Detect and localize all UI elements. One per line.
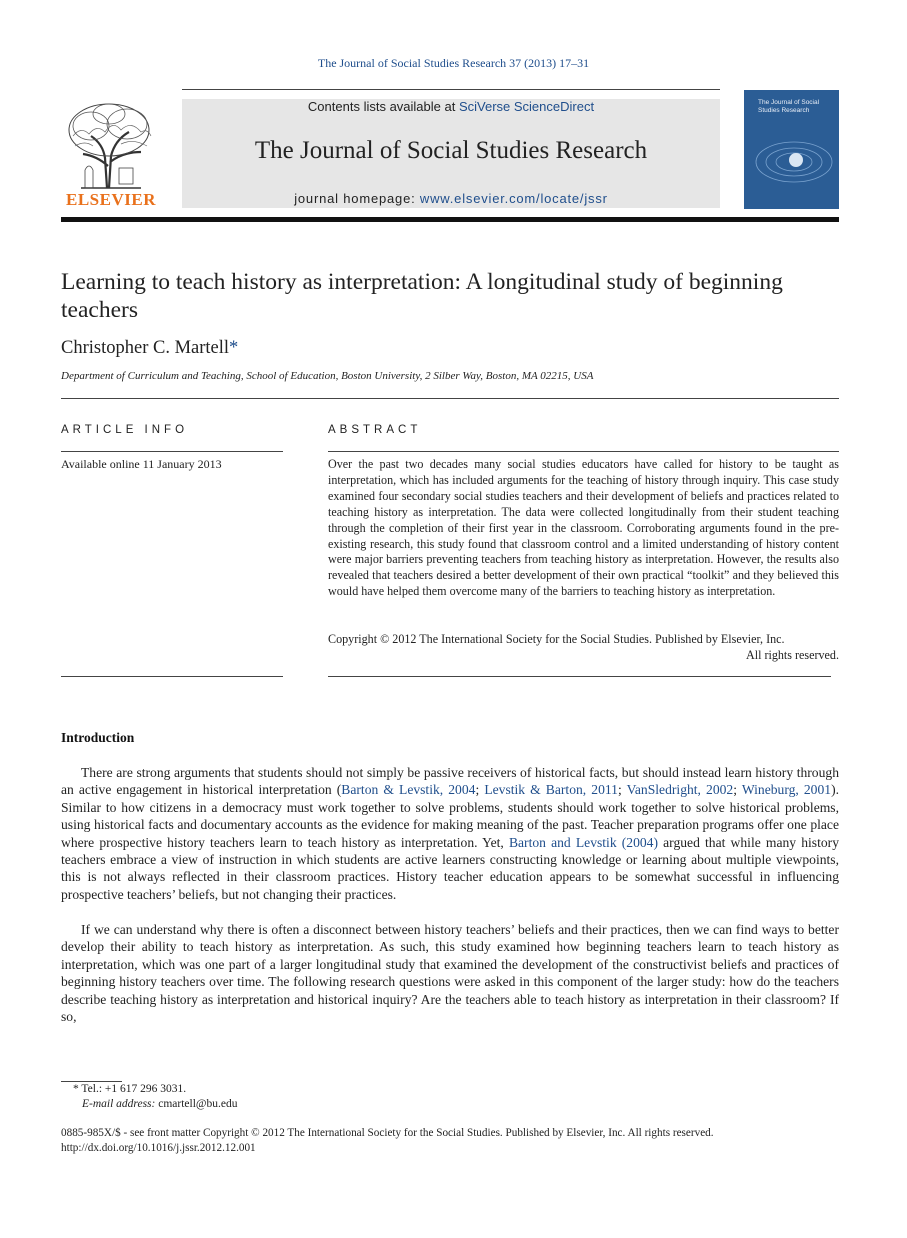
contents-line [182,99,720,114]
citation-link[interactable]: VanSledright, 2002 [626,782,734,798]
journal-cover-thumbnail[interactable] [744,90,839,209]
journal-title: The Journal of Social Studies Research [254,137,648,164]
running-head[interactable]: The Journal of Social Studies Research 37 (2013) 17–31 [317,56,590,70]
citation-link[interactable]: Barton & Levstik, 2004 [341,782,476,798]
citation-link[interactable]: Levstik & Barton, 2011 [484,782,618,798]
section-heading-introduction: Introduction [61,730,135,745]
doi-link[interactable]: http://dx.doi.org/10.1016/j.jssr.2012.12.001 [61,1141,256,1154]
divider [328,451,839,452]
masthead-thick-rule [61,217,839,222]
divider [61,398,839,399]
masthead-top-rule [182,89,720,90]
front-matter-copyright: 0885-985X/$ - see front matter Copyright © 2012 The International Society for the Social Studies. Published by Elsevier, Inc. All rights reserved. [61,1127,714,1139]
sciencedirect-link[interactable]: SciVerse ScienceDirect [458,99,595,114]
front-matter [61,1126,861,1155]
citation-link[interactable]: Wineburg, 2001 [741,782,832,798]
citation-separator: ; [617,782,627,798]
author-name [61,338,238,359]
cover-globe-graphic [744,90,839,209]
abstract-copyright [328,632,839,664]
article-title: Learning to teach history as interpretation: A longitudinal study of beginning teachers [61,269,783,323]
contents-prefix: Contents lists available at [307,99,459,114]
homepage-link[interactable]: www.elsevier.com/locate/jssr [419,191,608,206]
citation-link[interactable]: Barton and Levstik (2004) [508,834,659,850]
email-address[interactable]: cmartell@bu.edu [158,1098,238,1110]
abstract-heading: ABSTRACT [328,424,422,436]
article-info-heading: ARTICLE INFO [61,424,189,436]
divider [328,676,831,677]
paragraph-text: ). Similar to how citizens in a democracy must work together to solve problems, students should work together to solve historical problems, using historical facts and documentary accounts as the evidence for making meaning of the past. Teacher preparation programs offer one place where prospective history teachers learn to teach history as interpretation. Yet, [61,782,839,850]
homepage-line [182,191,720,206]
email-label: E-mail address: [82,1098,156,1110]
copyright-line-2: All rights reserved. [745,647,839,662]
author-footnote-mark[interactable]: * [229,338,239,358]
author-affiliation: Department of Curriculum and Teaching, School of Education, Boston University, 2 Silber Way, Boston, MA 02215, USA [61,370,594,382]
paragraph-text: There are strong arguments that students should not simply be passive receivers of historical facts, but should instead learn history through an active engagement in historical interpretation ( [61,765,839,798]
author-name-text: Christopher C. Martell [61,338,230,358]
elsevier-wordmark: ELSEVIER [66,190,156,209]
footnote-telephone: * Tel.: +1 617 296 3031. [73,1083,187,1095]
citation-separator: ; [733,782,742,798]
paragraph-2: If we can understand why there is often a disconnect between history teachers’ beliefs and their practices, then we can find ways to better develop their ability to teach history as interpretation. As such, this study examined how beginning teachers learn to teach history as interpretation, which was one part of a larger longitudinal study that examined the development of the constructivist beliefs and practices of beginning history teachers over time. The following research questions were asked in this component of the larger study: how do the teachers describe teaching history as interpretation and historical inquiry? Are the teachers able to teach history as interpretation in their classroom? If so, [61,922,839,1025]
available-online: Available online 11 January 2013 [61,457,222,471]
divider [61,676,283,677]
paragraph-1 [61,764,839,903]
footnote-email [82,1098,237,1110]
paragraph-text: argued that while many history teachers embrace a view of instruction in which students are active learners constructing knowledge or learning about multiple viewpoints, this is not always reflected in their classroom practices. History teacher education appears to be somewhat successful in influencing prospective teachers’ beliefs, but not changing their practices. [61,834,839,902]
cover-title: The Journal of Social Studies Research [758,99,820,114]
footnote-rule [61,1081,122,1082]
abstract-text: Over the past two decades many social studies educators have called for history to be taught as interpretation, which has included arguments for the teaching of history through inquiry. This case study examined four secondary social studies teachers and their development of beliefs and practices related to teaching history as interpretation. The data were collected longitudinally from their student teaching through the completion of their first year in the classroom. Corroborating arguments found in the pre-existing research, this study found that classroom control and a limited understanding of history content were major barriers preventing teachers from teaching history as interpretation. However, the results also revealed that teachers desired a better development of their own practical “toolkit” and they believed this would have helped them overcome many of the barriers to teaching history as interpretation. [328,457,839,599]
citation-separator: ; [475,782,485,798]
homepage-prefix: journal homepage: [294,191,420,206]
copyright-line-1: Copyright © 2012 The International Society for the Social Studies. Published by Elsevier, Inc. [328,632,785,646]
divider [61,451,283,452]
